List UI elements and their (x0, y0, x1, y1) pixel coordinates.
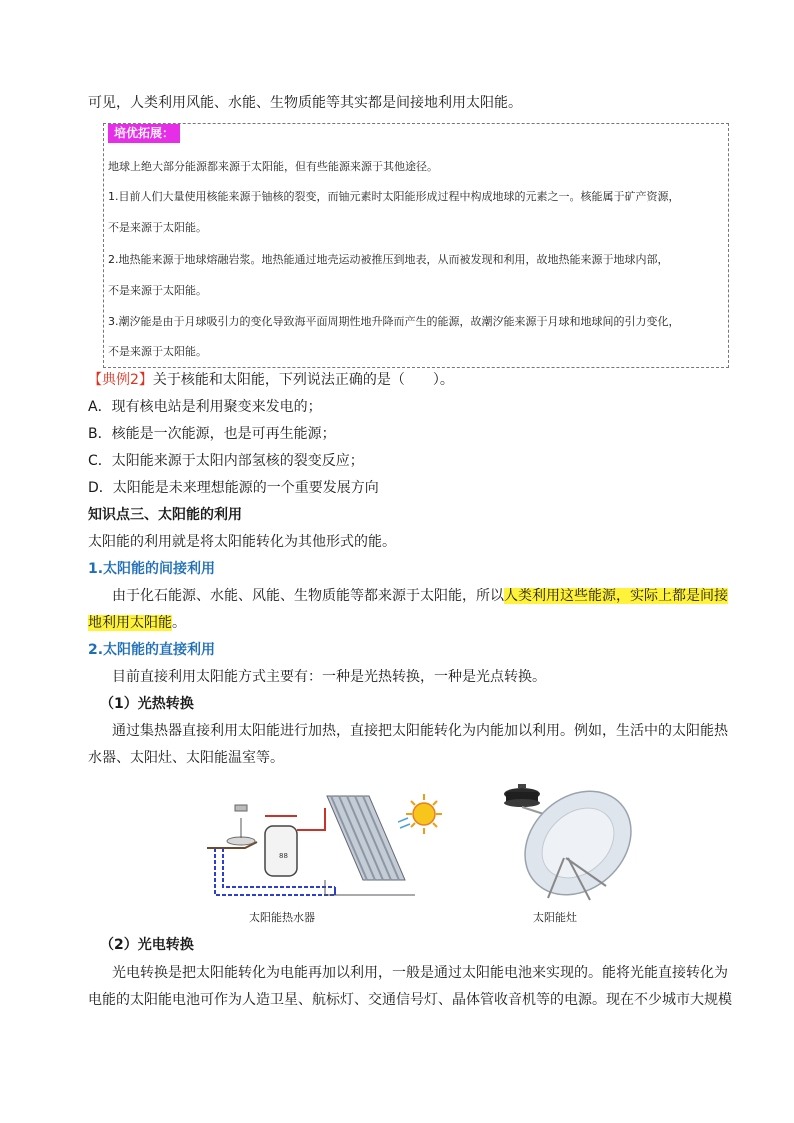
extension-line: 不是来源于太阳能。 (108, 221, 207, 234)
indirect-text: 由于化石能源、水能、风能、生物质能等都来源于太阳能，所以 (112, 588, 504, 604)
highlighted-text: 人类利用这些能源，实际上都是间接 (504, 588, 728, 604)
solar-cooker-figure (478, 778, 638, 908)
photovoltaic-line1: 光电转换是把太阳能转化为电能再加以利用，一般是通过太阳能电池来实现的。能将光能直接转化为 (112, 965, 728, 981)
example-label: 【典例2】 (88, 372, 153, 388)
indirect-text-end: 。 (172, 615, 186, 631)
example-question-line (88, 367, 454, 393)
extension-line: 不是来源于太阳能。 (108, 284, 207, 297)
intro-paragraph: 可见，人类利用风能、水能、生物质能等其实都是间接地利用太阳能。 (88, 95, 522, 111)
extension-line: 地球上绝大部分能源都来源于太阳能，但有些能源来源于其他途径。 (108, 160, 438, 173)
svg-text:88: 88 (279, 852, 288, 860)
figure-caption-cooker: 太阳能灶 (533, 911, 577, 924)
example-question: 关于核能和太阳能，下列说法正确的是（ ）。 (152, 372, 454, 388)
extension-line: 2.地热能来源于地球熔融岩浆。地热能通过地壳运动被推压到地表，从而被发现和利用，故地热能来源于地球内部， (108, 253, 669, 266)
option-d: D．太阳能是未来理想能源的一个重要发展方向 (88, 480, 379, 496)
highlighted-text: 地利用太阳能 (88, 615, 172, 631)
extension-line: 不是来源于太阳能。 (108, 345, 207, 358)
photovoltaic-heading: （2）光电转换 (100, 937, 194, 953)
section-heading: 知识点三、太阳能的利用 (88, 507, 242, 523)
indirect-text-line2 (88, 610, 186, 636)
extension-title: 培优拓展： (108, 124, 180, 143)
sub-heading-direct: 2.太阳能的直接利用 (88, 642, 216, 658)
direct-intro: 目前直接利用太阳能方式主要有：一种是光热转换，一种是光点转换。 (112, 669, 546, 685)
photothermal-heading: （1）光热转换 (100, 696, 194, 712)
photovoltaic-line2: 电能的太阳能电池可作为人造卫星、航标灯、交通信号灯、晶体管收音机等的电源。现在不少城市大规模 (88, 992, 732, 1008)
photothermal-line1: 通过集热器直接利用太阳能进行加热，直接把太阳能转化为内能加以利用。例如，生活中的太阳能热 (112, 723, 728, 739)
option-c: C．太阳能来源于太阳内部氢核的裂变反应； (88, 453, 364, 469)
figure-caption-heater: 太阳能热水器 (249, 911, 315, 924)
option-a: A．现有核电站是利用聚变来发电的； (88, 399, 322, 415)
section-intro: 太阳能的利用就是将太阳能转化为其他形式的能。 (88, 534, 396, 550)
indirect-text-line1 (112, 583, 728, 609)
sun-icon (398, 792, 444, 836)
photothermal-line2: 水器、太阳灶、太阳能温室等。 (88, 750, 284, 766)
sub-heading-indirect: 1.太阳能的间接利用 (88, 561, 216, 577)
extension-line: 3.潮汐能是由于月球吸引力的变化导致海平面周期性地升降而产生的能源，故潮汐能来源于月球和地球间的引力变化， (108, 315, 680, 328)
extension-line: 1.目前人们大量使用核能来源于铀核的裂变，而铀元素时太阳能形成过程中构成地球的元素之一。核能属于矿产资源， (108, 190, 680, 203)
option-b: B．核能是一次能源，也是可再生能源； (88, 426, 336, 442)
